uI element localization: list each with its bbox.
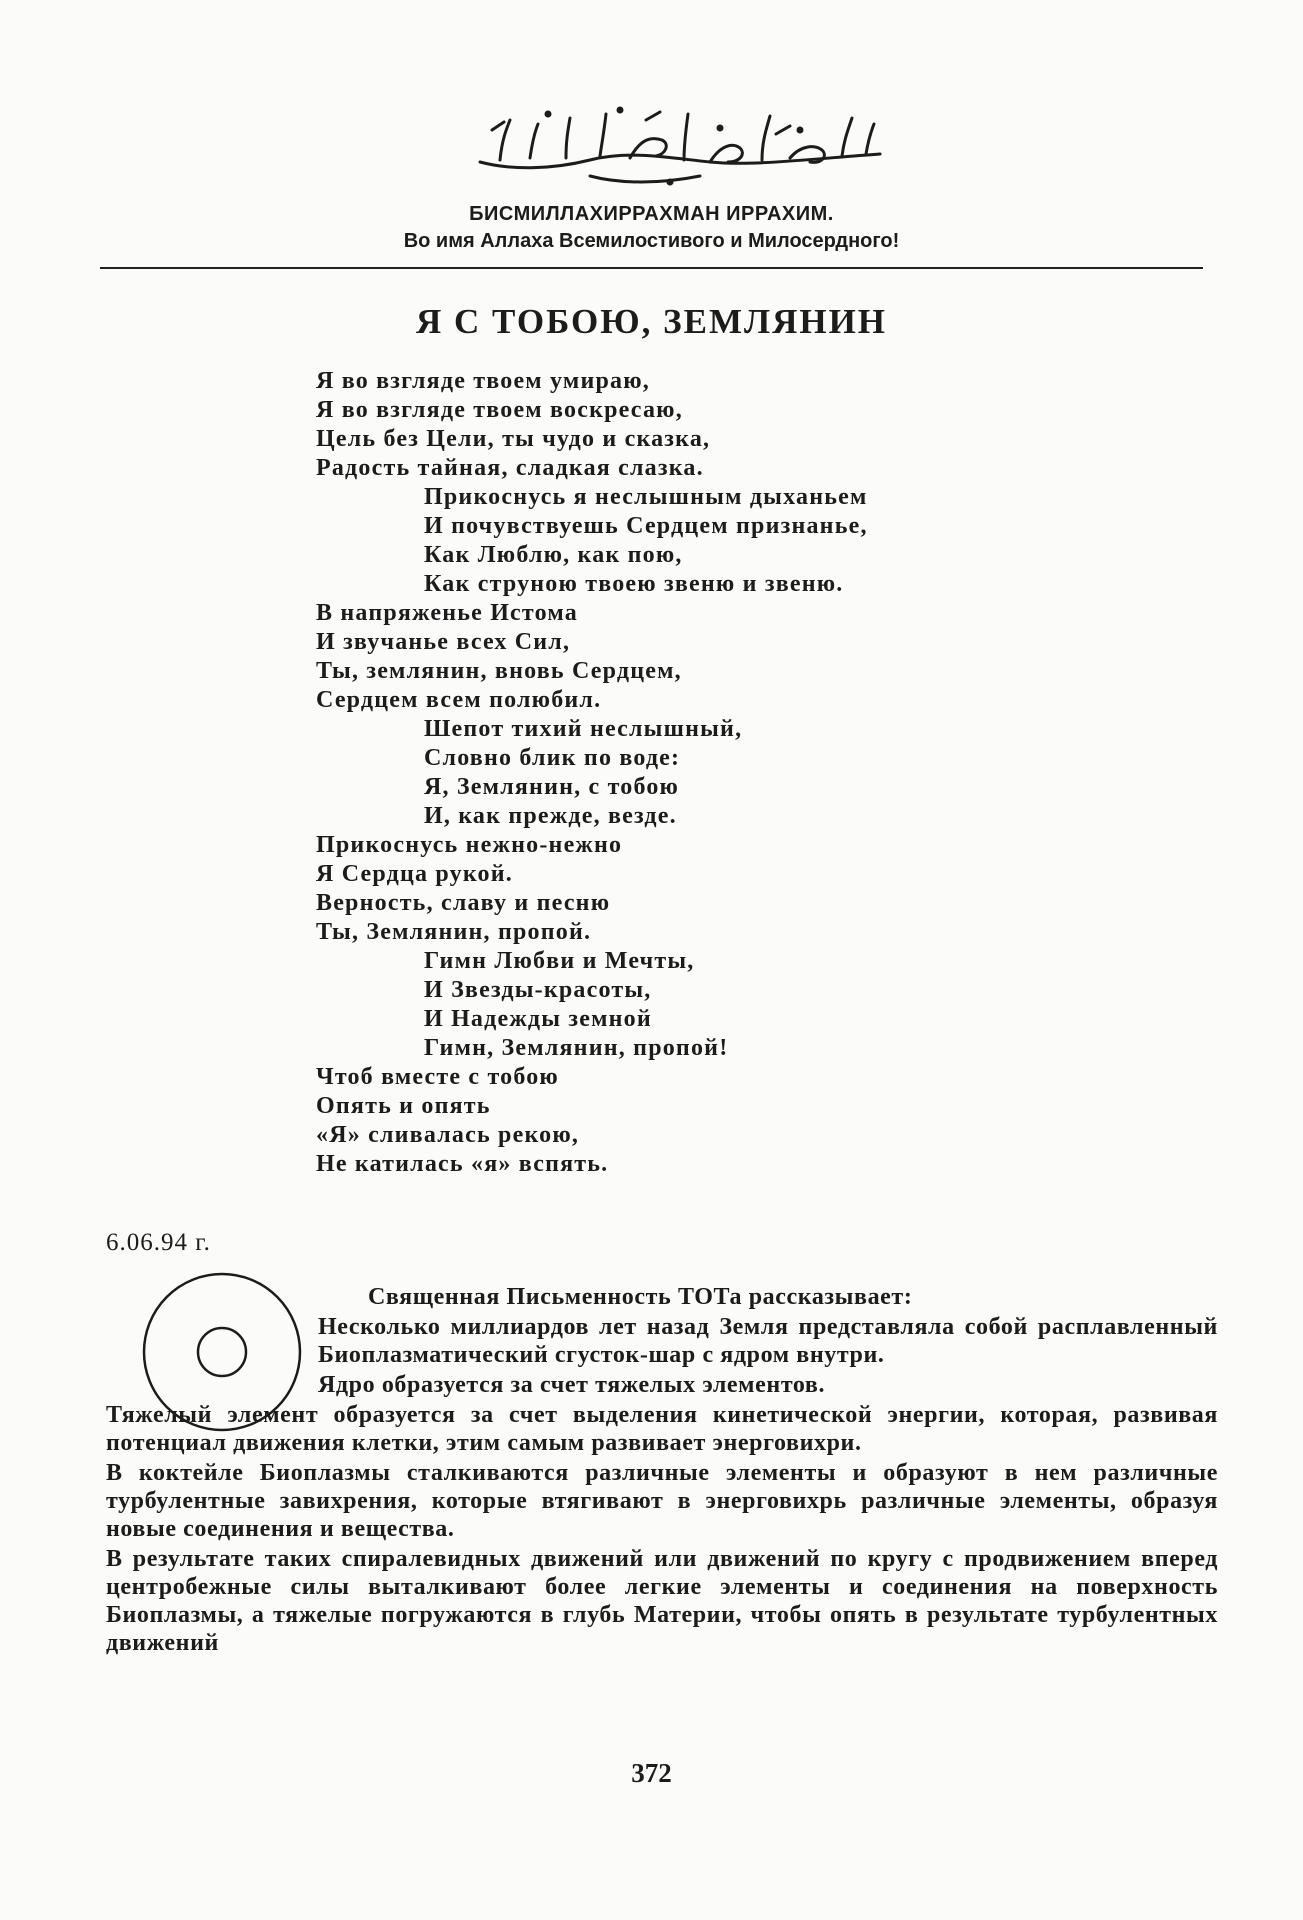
prose-paragraph: Несколько миллиардов лет назад Земля представляла собой расплавленный Биоплазматический сгусток-шар с ядром внутри. [318, 1314, 1218, 1368]
poem-line: «Я» сливалась рекою, [316, 1122, 580, 1148]
poem-line: Как струною твоею звеню и звеню. [424, 571, 844, 597]
poem-line: Гимн Любви и Мечты, [424, 948, 695, 974]
poem-line: Сердцем всем полюбил. [316, 687, 602, 713]
basmala-transliteration: БИСМИЛЛАХИРРАХМАН ИРРАХИМ. [469, 203, 834, 225]
poem-line: Шепот тихий неслышный, [424, 716, 743, 742]
poem-line: Прикоснусь нежно-нежно [316, 832, 623, 858]
poem-date: 6.06.94 г. [106, 1229, 211, 1256]
poem-line: И, как прежде, везде. [424, 803, 677, 829]
prose-paragraph: Ядро образуется за счет тяжелых элементов. [318, 1372, 826, 1398]
poem-line: Прикоснусь я неслышным дыханьем [424, 484, 868, 510]
poem-body [316, 367, 1076, 1179]
poem-line: Верность, славу и песню [316, 890, 611, 916]
poem-line: Я Сердца рукой. [316, 861, 513, 887]
prose-paragraph: Тяжелый элемент образуется за счет выделения кинетической энергии, которая, развивая потенциал движения клетки, этим самым развивает энерговихри. [106, 1402, 1218, 1456]
poem-line: И Звезды-красоты, [424, 977, 652, 1003]
poem-title: Я С ТОБОЮ, ЗЕМЛЯНИН [415, 302, 888, 341]
page-number: 372 [631, 1758, 672, 1788]
poem-line: Не катилась «я» вспять. [316, 1151, 609, 1177]
poem-line: И звучанье всех Сил, [316, 629, 571, 655]
poem-line: Опять и опять [316, 1093, 491, 1119]
poem-line: Чтоб вместе с тобою [316, 1064, 559, 1090]
basmala-calligraphy-icon [470, 100, 890, 188]
poem-line: Ты, Землянин, пропой. [316, 919, 592, 945]
poem-line: В напряженье Истома [316, 600, 578, 626]
prose-paragraph: В результате таких спиралевидных движений или движений по кругу с продвижением вперед центробежные силы выталкивают более легкие элементы и соединения на поверхность Биоплазмы, а тяжелые погружаются в глубь Материи, чтобы опять в результате турбулентных движений [106, 1546, 1218, 1656]
header-divider [100, 267, 1203, 269]
poem-line: Как Люблю, как пою, [424, 542, 683, 568]
poem-line: И Надежды земной [424, 1006, 652, 1032]
poem-line: Я во взгляде твоем воскресаю, [316, 397, 683, 423]
prose-paragraph: В коктейле Биоплазмы сталкиваются различные элементы и образуют в нем различные турбулентные завихрения, которые втягивают в энерговихрь различные элементы, образуя новые соединения и вещества. [106, 1460, 1218, 1542]
poem-line: Гимн, Землянин, пропой! [424, 1035, 729, 1061]
poem-line: Я во взгляде твоем умираю, [316, 368, 650, 394]
poem-line: Радость тайная, сладкая слазка. [316, 455, 704, 481]
poem-line: Цель без Цели, ты чудо и сказка, [316, 426, 711, 452]
poem-line: И почувствуешь Сердцем признанье, [424, 513, 868, 539]
prose-text [106, 1283, 1218, 1659]
poem-line: Словно блик по воде: [424, 745, 681, 771]
basmala-translation: Во имя Аллаха Всемилостивого и Милосердного! [403, 230, 900, 252]
prose-paragraph: Священная Письменность ТОТа рассказывает: [368, 1284, 913, 1310]
poem-line: Я, Землянин, с тобою [424, 774, 680, 800]
poem-line: Ты, землянин, вновь Сердцем, [316, 658, 682, 684]
